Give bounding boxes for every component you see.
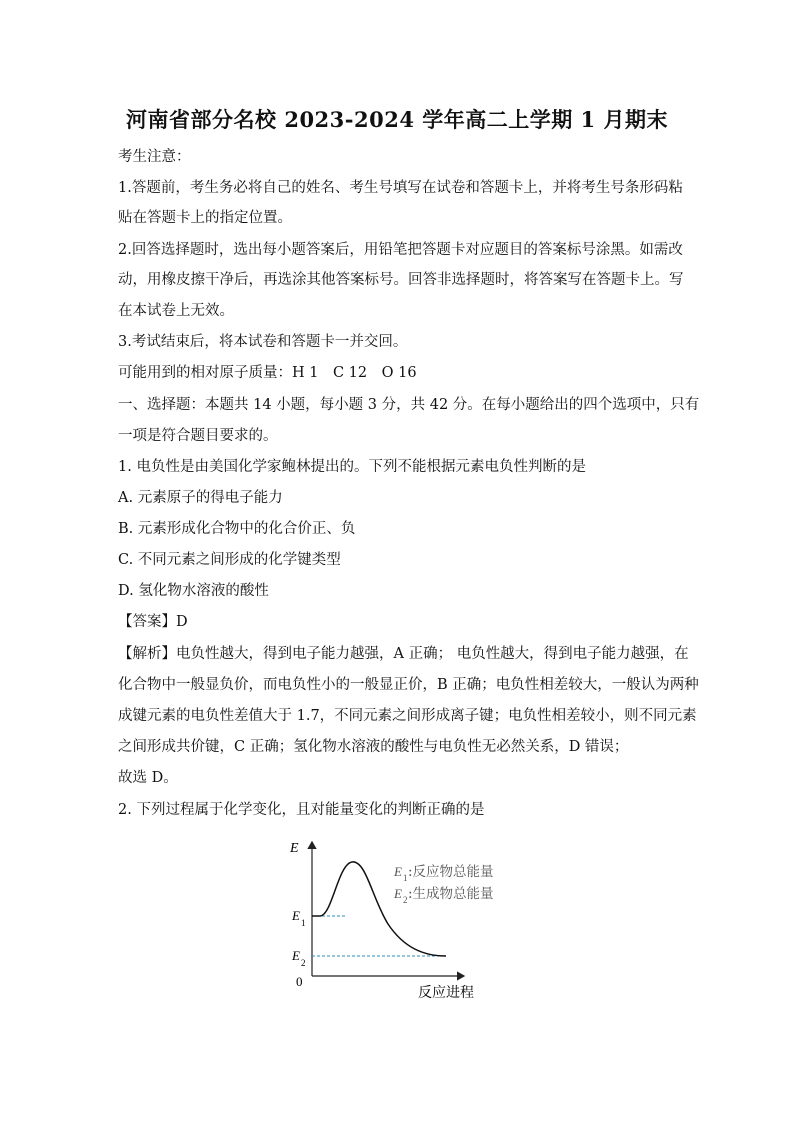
notice-line: 贴在答题卡上的指定位置。 <box>118 210 292 226</box>
legend-e2-symbol: E <box>394 886 402 901</box>
atomic-mass-line: 可能用到的相对原子质量：H 1 C 12 O 16 <box>118 365 417 381</box>
x-axis-label: 反应进程 <box>418 985 474 1001</box>
origin-label: 0 <box>296 974 303 989</box>
question-1-conclusion: 故选 D。 <box>118 770 178 786</box>
legend-e1-symbol: E <box>394 864 402 879</box>
legend-e1-text: :反应物总能量 <box>408 864 494 880</box>
question-2-stem: 2. 下列过程属于化学变化，且对能量变化的判断正确的是 <box>118 802 485 818</box>
section-heading: 一、选择题：本题共 14 小题，每小题 3 分，共 42 分。在每小题给出的四个选项中，只有 <box>118 397 700 413</box>
question-1-analysis: 【解析】电负性越大，得到电子能力越强，A 正确； 电负性越大，得到电子能力越强，在 <box>118 646 689 662</box>
question-1-analysis: 化合物中一般显负价，而电负性小的一般显正价，B 正确；电负性相差较大，一般认为两种 <box>118 677 699 693</box>
e1-axis-label: E <box>292 908 300 923</box>
notice-line: 3.考试结束后，将本试卷和答题卡一并交回。 <box>118 334 408 350</box>
question-1-option-b: B. 元素形成化合物中的化合价正、负 <box>118 521 356 537</box>
question-1-answer: 【答案】D <box>118 614 188 630</box>
e2-axis-subscript: 2 <box>301 958 306 968</box>
energy-diagram <box>280 836 520 1006</box>
legend-e1-subscript: 1 <box>403 873 408 883</box>
legend-e2-text: :生成物总能量 <box>408 886 494 902</box>
e1-axis-subscript: 1 <box>301 918 306 928</box>
question-1-option-a: A. 元素原子的得电子能力 <box>118 490 283 506</box>
question-1-analysis: 成键元素的电负性差值大于 1.7，不同元素之间形成离子键；电负性相差较小，则不同元素 <box>118 708 697 724</box>
legend-e2-subscript: 2 <box>403 895 408 905</box>
notice-line: 2.回答选择题时，选出每小题答案后，用铅笔把答题卡对应题目的答案标号涂黑。如需改 <box>118 242 683 258</box>
y-axis-label: E <box>290 841 299 856</box>
page-title: 河南省部分名校 2023-2024 学年高二上学期 1 月期末 <box>126 107 668 132</box>
question-1-option-c: C. 不同元素之间形成的化学键类型 <box>118 552 341 568</box>
notice-heading: 考生注意： <box>118 149 191 165</box>
notice-line: 1.答题前，考生务必将自己的姓名、考生号填写在试卷和答题卡上，并将考生号条形码粘 <box>118 180 683 196</box>
notice-line: 动，用橡皮擦干净后，再选涂其他答案标号。回答非选择题时，将答案写在答题卡上。写 <box>118 272 684 288</box>
question-1-stem: 1. 电负性是由美国化学家鲍林提出的。下列不能根据元素电负性判断的是 <box>118 459 586 475</box>
section-heading: 一项是符合题目要求的。 <box>118 428 278 444</box>
question-1-analysis: 之间形成共价键，C 正确；氢化物水溶液的酸性与电负性无必然关系，D 错误； <box>118 739 629 755</box>
question-1-option-d: D. 氢化物水溶液的酸性 <box>118 583 269 599</box>
notice-line: 在本试卷上无效。 <box>118 303 234 319</box>
e2-axis-label: E <box>292 948 300 963</box>
